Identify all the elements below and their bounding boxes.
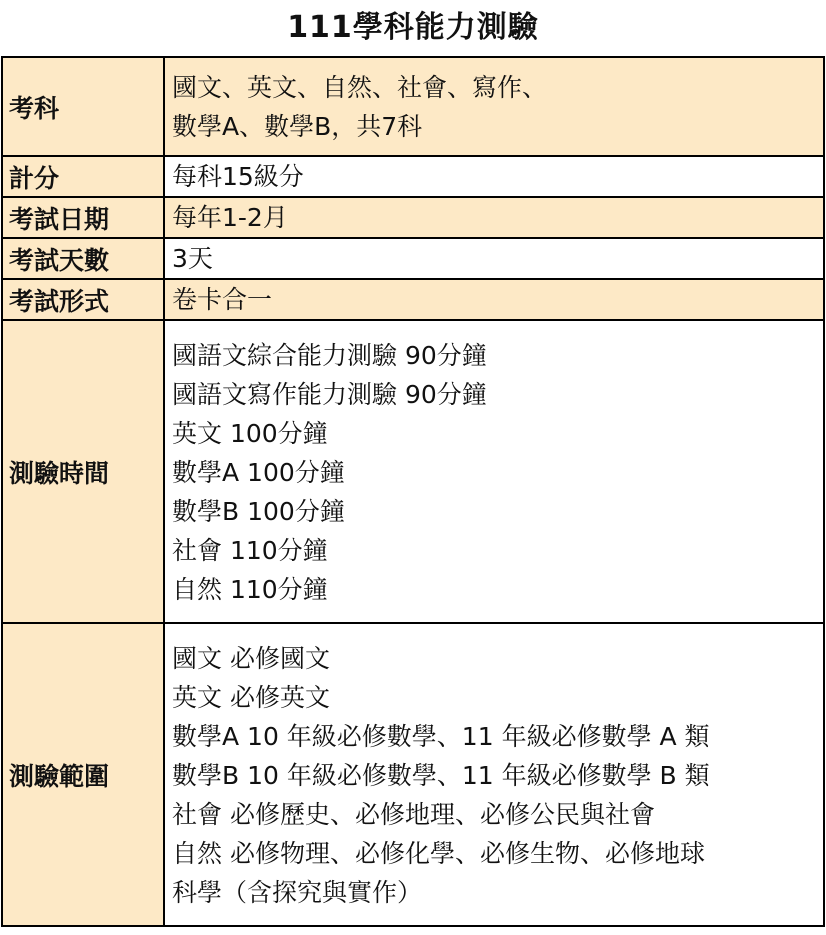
table-row-test-scope xyxy=(2,623,824,926)
row-value xyxy=(164,197,824,238)
value-line: 自然 110分鐘 xyxy=(172,575,328,604)
value-line: 國語文綜合能力測驗 90分鐘 xyxy=(172,341,487,370)
table-row-exam-format xyxy=(2,279,824,320)
row-label: 考試天數 xyxy=(2,238,164,279)
value-line: 英文 必修英文 xyxy=(172,683,330,712)
value-line: 科學（含探究與實作） xyxy=(172,878,423,907)
value-line: 國文、英文、自然、社會、寫作、 xyxy=(172,72,548,102)
exam-info-table xyxy=(1,56,825,927)
value-line: 每年1-2月 xyxy=(172,203,288,232)
row-label: 考試日期 xyxy=(2,197,164,238)
value-line: 3天 xyxy=(172,244,213,273)
value-line: 數學A 10 年級必修數學、11 年級必修數學 A 類 xyxy=(172,722,710,751)
value-line: 數學B 10 年級必修數學、11 年級必修數學 B 類 xyxy=(172,761,710,790)
table-row-subjects xyxy=(2,57,824,156)
value-line: 卷卡合一 xyxy=(172,285,273,314)
table-row-exam-date xyxy=(2,197,824,238)
table-row-scoring xyxy=(2,156,824,197)
row-value xyxy=(164,156,824,197)
table-row-exam-days xyxy=(2,238,824,279)
row-value xyxy=(164,279,824,320)
row-label: 考試形式 xyxy=(2,279,164,320)
page-title: 111學科能力測驗 xyxy=(287,10,539,45)
value-line: 社會 必修歷史、必修地理、必修公民與社會 xyxy=(172,800,655,829)
value-line: 數學B 100分鐘 xyxy=(172,497,345,526)
value-line: 每科15級分 xyxy=(172,162,304,191)
row-value xyxy=(164,57,824,156)
row-value xyxy=(164,623,824,926)
table-row-test-time xyxy=(2,320,824,623)
value-line: 數學A 100分鐘 xyxy=(172,458,345,487)
value-line: 英文 100分鐘 xyxy=(172,419,328,448)
value-line: 國語文寫作能力測驗 90分鐘 xyxy=(172,380,487,409)
value-line: 自然 必修物理、必修化學、必修生物、必修地球 xyxy=(172,839,705,868)
row-label: 計分 xyxy=(2,156,164,197)
row-value xyxy=(164,238,824,279)
row-value xyxy=(164,320,824,623)
value-line: 國文 必修國文 xyxy=(172,644,330,673)
row-label: 測驗範圍 xyxy=(2,623,164,926)
value-line: 數學A、數學B，共7科 xyxy=(172,111,423,141)
value-line: 社會 110分鐘 xyxy=(172,536,328,565)
row-label: 考科 xyxy=(2,57,164,156)
row-label: 測驗時間 xyxy=(2,320,164,623)
